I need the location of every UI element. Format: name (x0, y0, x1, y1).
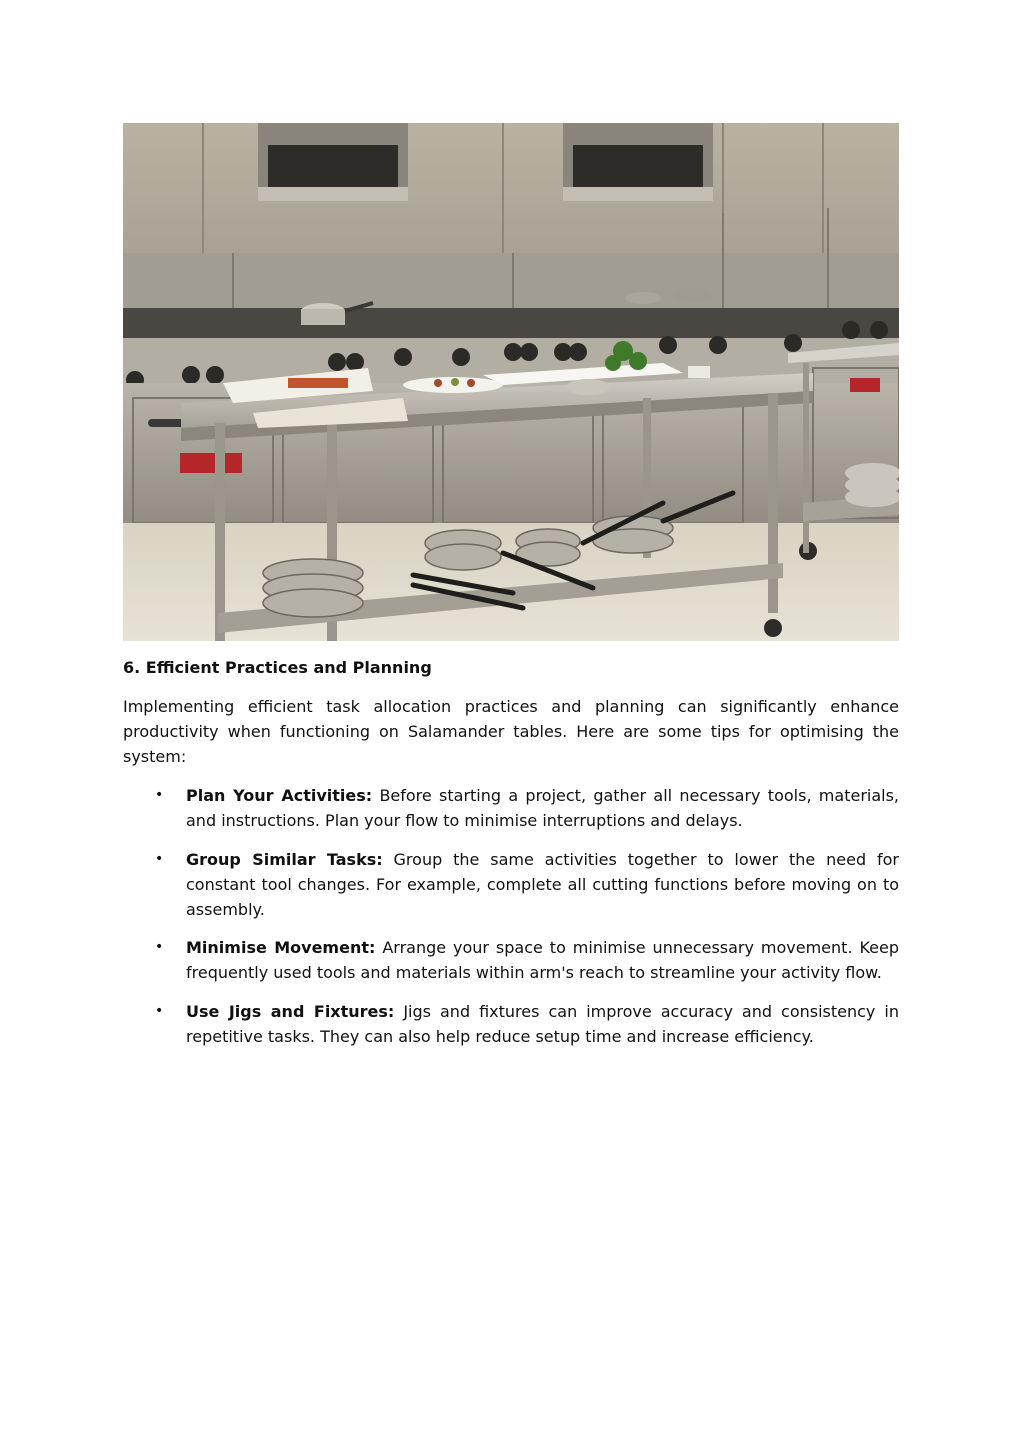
tip-title: Use Jigs and Fixtures: (186, 1001, 395, 1021)
bullet-icon: • (155, 850, 164, 867)
tip-text: Before starting a project, gather all necessary tools, materials, and instructions. Plan your flow to minimise interruptions and delays. (186, 786, 900, 830)
tip-title: Group Similar Tasks: (186, 849, 383, 869)
tip-text: Jigs and fixtures can improve accuracy and consistency in repetitive tasks. They can also help reduce setup time and increase efficiency. (186, 1001, 899, 1046)
tips-list (123, 783, 899, 1062)
list-item (123, 783, 899, 833)
list-item (123, 847, 899, 922)
bullet-icon: • (155, 787, 164, 803)
list-item (123, 935, 899, 985)
tip-text: Arrange your space to minimise unnecessary movement. Keep frequently used tools and materials within arm's reach to streamline your activity flow. (186, 938, 899, 982)
tip-title: Plan Your Activities: (186, 786, 373, 805)
kitchen-photo (123, 123, 899, 641)
bullet-icon: • (155, 939, 164, 955)
intro-paragraph: Implementing efficient task allocation practices and planning can significantly enhance productivity when functioning on Salamander tables. Here are some tips for optimising the system: (123, 697, 899, 766)
bullet-icon: • (155, 1002, 164, 1019)
tip-title: Minimise Movement: (186, 938, 376, 957)
tip-text: Group the same activities together to lower the need for constant tool changes. For example, complete all cutting functions before moving on to assembly. (186, 849, 899, 919)
list-item (123, 999, 899, 1049)
section-heading: 6. Efficient Practices and Planning (123, 658, 432, 677)
